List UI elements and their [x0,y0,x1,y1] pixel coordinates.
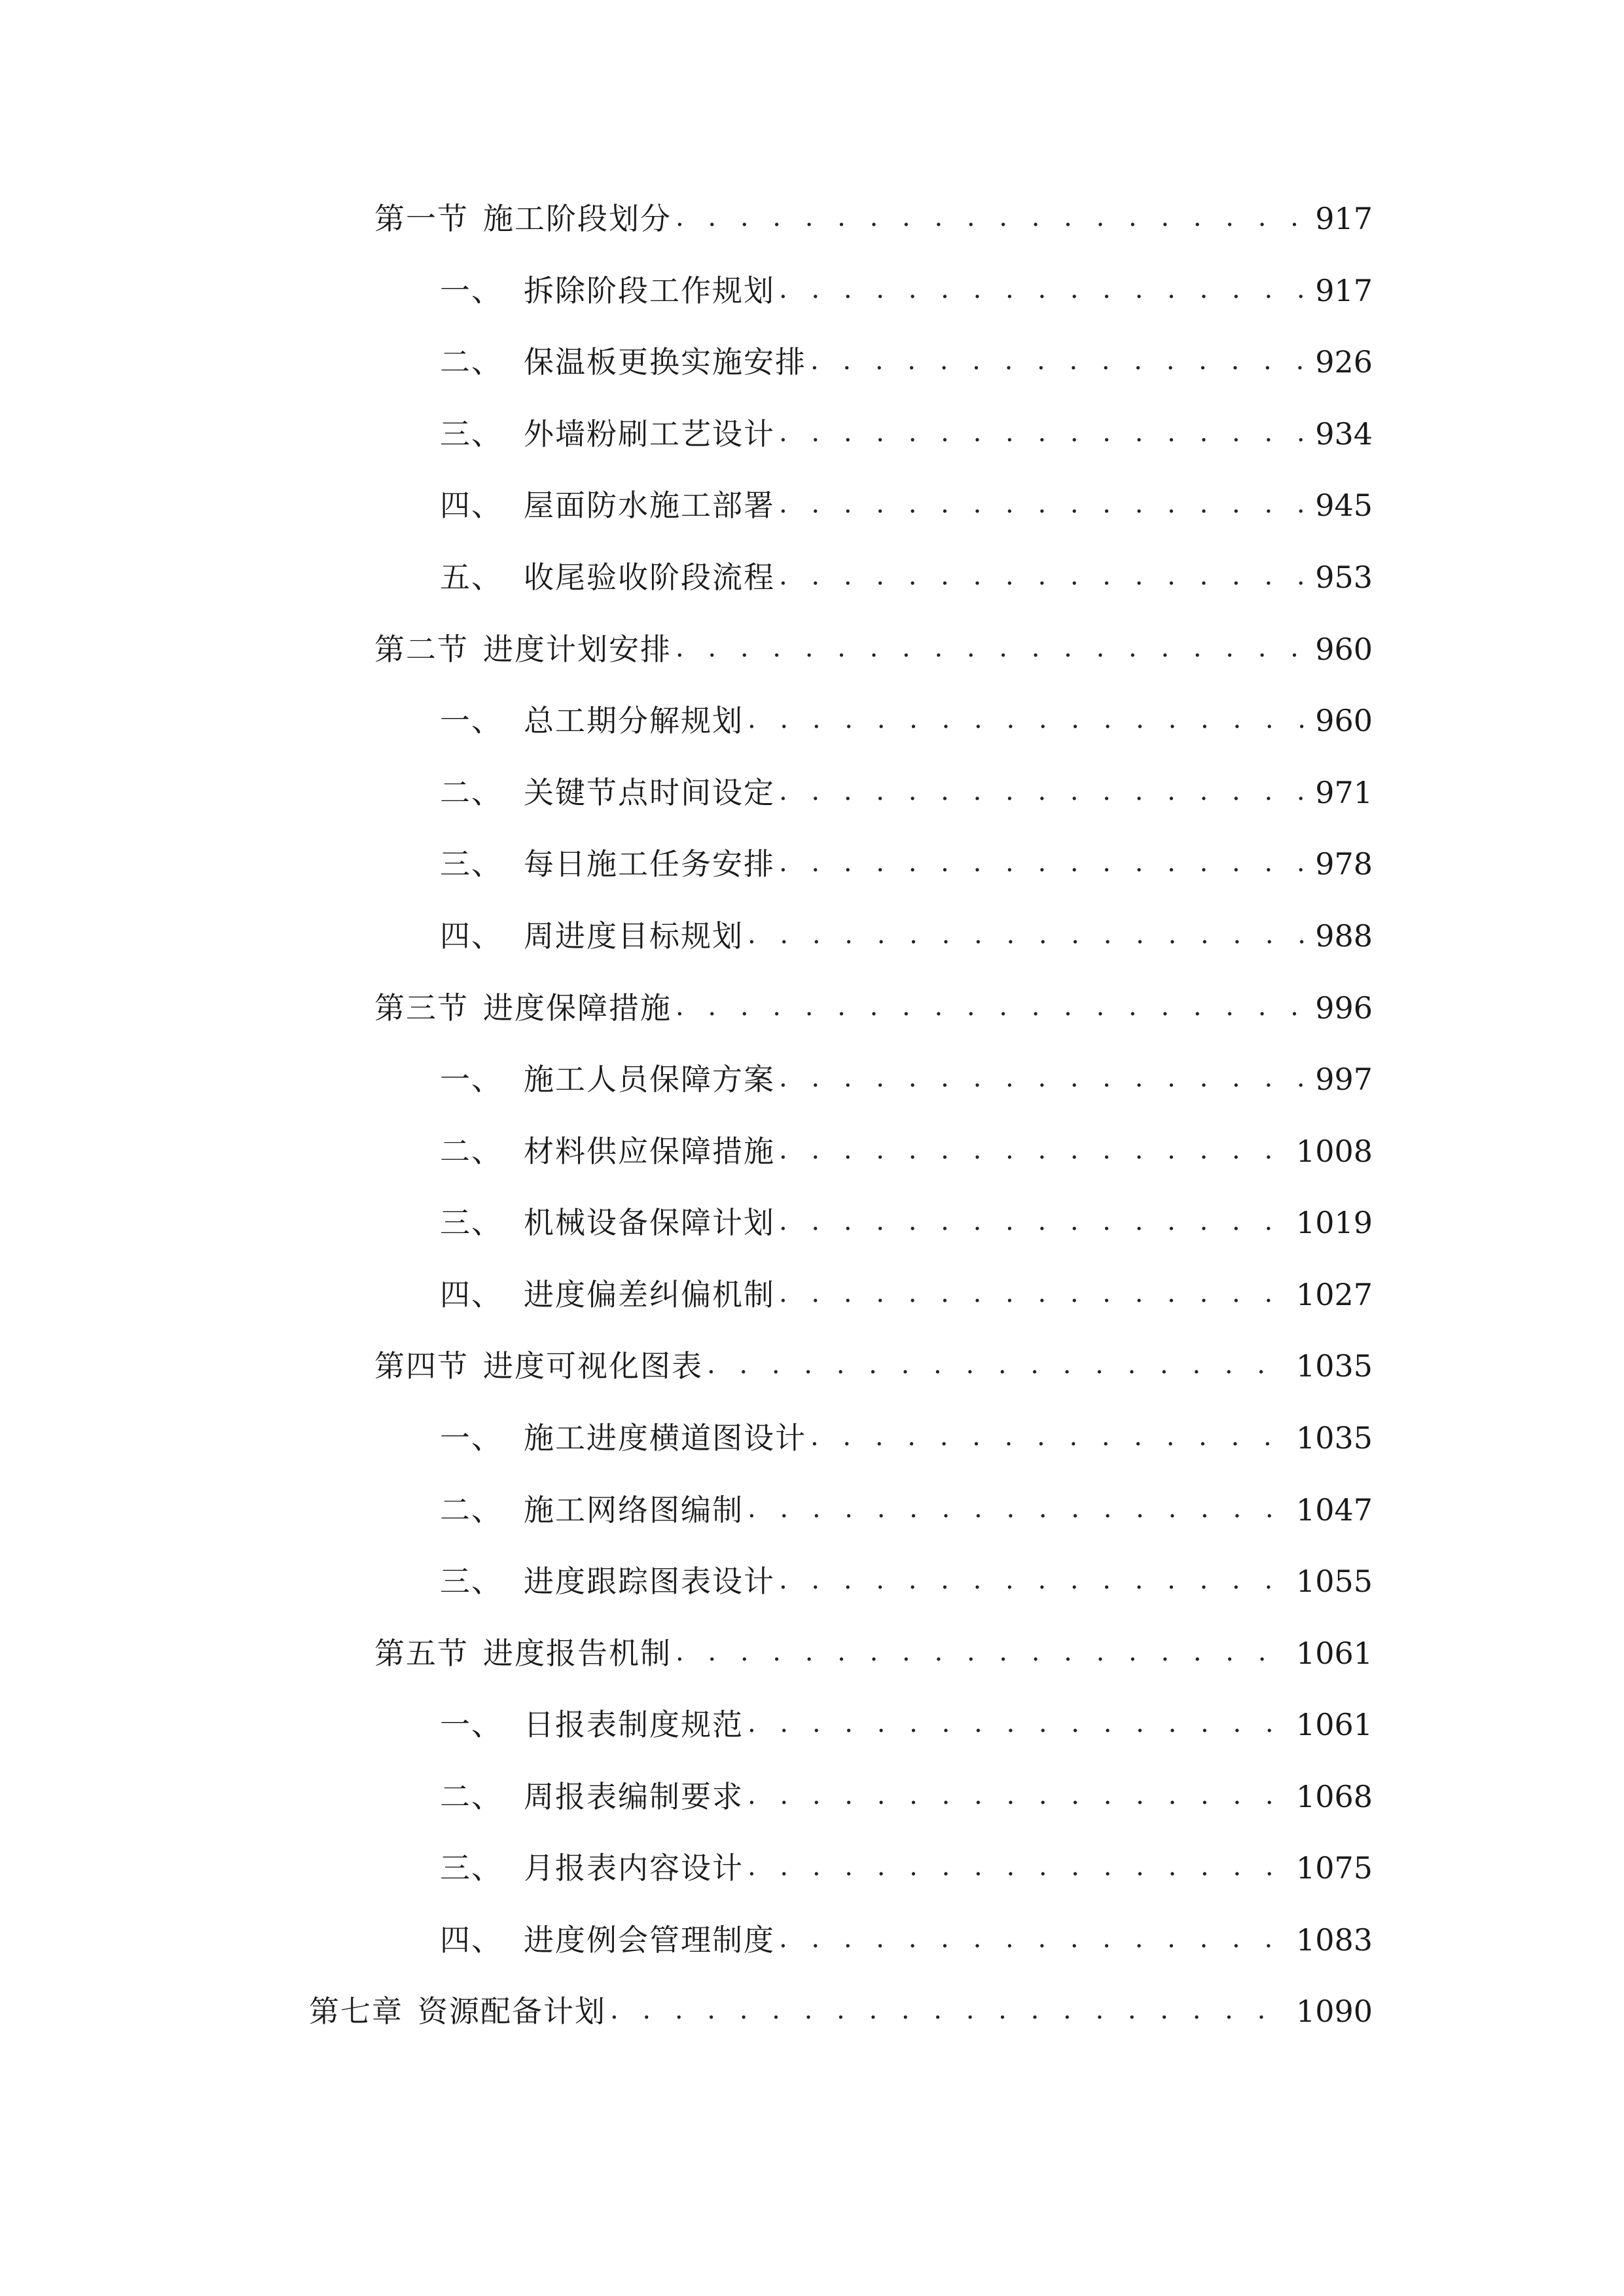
toc-entry[interactable] [440,910,1373,962]
toc-entry[interactable] [440,766,1373,819]
dot-leader [779,276,1308,302]
toc-entry[interactable] [440,838,1373,890]
toc-entry-title: 进度跟踪图表设计 [524,1564,775,1599]
toc-entry-page: 1061 [1295,1636,1373,1671]
toc-entry-title: 进度偏差纠偏机制 [524,1277,775,1312]
toc-entry-title: 收尾验收阶段流程 [524,560,775,595]
toc-entry-page: 953 [1315,560,1373,595]
toc-entry-page: 1008 [1295,1134,1373,1169]
toc-entry-prefix: 三、 [440,1205,503,1240]
toc-entry-prefix: 三、 [440,416,503,452]
dot-leader [779,563,1308,589]
toc-entry-prefix: 一、 [440,1420,503,1456]
toc-entry-title: 总工期分解规划 [524,703,744,738]
toc-entry-prefix: 五、 [440,560,503,595]
toc-entry[interactable] [440,1412,1373,1464]
toc-entry[interactable] [440,1268,1373,1321]
dot-leader [779,778,1308,804]
toc-entry-page: 917 [1315,273,1373,308]
toc-entry-prefix: 第五节 [374,1636,469,1671]
toc-entry[interactable] [440,408,1373,460]
toc-entry-page: 960 [1315,703,1373,738]
toc-entry-page: 1027 [1295,1277,1373,1312]
toc-entry-prefix: 第一节 [374,201,469,236]
dot-leader [779,1926,1290,1952]
toc-entry-page: 1055 [1295,1564,1373,1599]
dot-leader [779,1065,1308,1091]
toc-entry[interactable] [374,982,1373,1034]
toc-entry-title: 进度报告机制 [483,1636,672,1671]
toc-entry[interactable] [440,1053,1373,1105]
dot-leader [748,706,1308,732]
toc-entry[interactable] [374,1627,1373,1679]
toc-entry[interactable] [440,694,1373,747]
toc-entry-prefix: 第七章 [309,1994,403,2029]
toc-entry-prefix: 三、 [440,1850,503,1886]
dot-leader [779,1208,1290,1234]
toc-entry[interactable] [440,1484,1373,1536]
toc-entry[interactable] [440,1842,1373,1894]
toc-entry-title: 施工阶段划分 [483,201,672,236]
toc-entry-title: 关键节点时间设定 [524,775,775,810]
toc-entry-page: 971 [1315,775,1373,810]
toc-entry[interactable] [309,1985,1373,2037]
toc-entry-page: 978 [1315,846,1373,882]
toc-entry-prefix: 二、 [440,1779,503,1814]
dot-leader [779,491,1308,517]
toc-entry[interactable] [440,1770,1373,1823]
dot-leader [810,1424,1290,1450]
toc-entry-title: 拆除阶段工作规划 [524,273,775,308]
toc-entry-prefix: 四、 [440,1277,503,1312]
toc-entry-page: 996 [1315,990,1373,1026]
toc-entry-prefix: 第二节 [374,632,469,667]
toc-entry-page: 945 [1315,488,1373,523]
dot-leader [676,1639,1290,1665]
toc-entry-title: 施工网络图编制 [524,1492,744,1528]
dot-leader [707,1352,1290,1378]
toc-entry[interactable] [374,1340,1373,1392]
toc-entry-page: 1019 [1295,1205,1373,1240]
toc-entry-prefix: 第三节 [374,990,469,1026]
toc-entry-page: 997 [1315,1062,1373,1097]
toc-entry-title: 资源配备计划 [418,1994,606,2029]
toc-entry-page: 926 [1315,344,1373,380]
toc-entry-page: 960 [1315,632,1373,667]
toc-entry[interactable] [374,623,1373,675]
dot-leader [676,635,1308,661]
dot-leader [748,1854,1290,1880]
toc-entry[interactable] [440,1698,1373,1751]
dot-leader [748,1782,1290,1808]
toc-entry-title: 外墙粉刷工艺设计 [524,416,775,452]
toc-entry-title: 每日施工任务安排 [524,846,775,882]
toc-entry-prefix: 三、 [440,1564,503,1599]
dot-leader [810,348,1308,374]
toc-entry-title: 进度保障措施 [483,990,672,1026]
dot-leader [748,922,1308,948]
toc-entry[interactable] [440,264,1373,317]
toc-entry-title: 周进度目标规划 [524,918,744,954]
toc-entry-prefix: 一、 [440,273,503,308]
toc-entry[interactable] [440,479,1373,531]
dot-leader [610,1997,1290,2023]
toc-entry[interactable] [440,336,1373,388]
toc-entry-prefix: 一、 [440,703,503,738]
toc-entry-page: 1090 [1295,1994,1373,2029]
dot-leader [779,1567,1290,1593]
dot-leader [748,1710,1290,1736]
toc-entry-title: 日报表制度规范 [524,1707,744,1742]
toc-entry-page: 1061 [1295,1707,1373,1742]
toc-entry-page: 934 [1315,416,1373,452]
toc-entry-prefix: 四、 [440,488,503,523]
toc-entry-page: 1083 [1295,1922,1373,1958]
toc-entry[interactable] [440,1555,1373,1607]
toc-entry[interactable] [374,192,1373,245]
toc-entry[interactable] [440,1914,1373,1966]
toc-entry-title: 月报表内容设计 [524,1850,744,1886]
toc-entry-prefix: 一、 [440,1062,503,1097]
toc-entry-prefix: 一、 [440,1707,503,1742]
toc-entry-title: 机械设备保障计划 [524,1205,775,1240]
toc-entry-prefix: 二、 [440,1134,503,1169]
toc-entry[interactable] [440,1125,1373,1177]
toc-entry[interactable] [440,1196,1373,1249]
dot-leader [779,1280,1290,1306]
toc-entry-title: 进度计划安排 [483,632,672,667]
toc-entry-title: 材料供应保障措施 [524,1134,775,1169]
toc-entry-page: 917 [1315,201,1373,236]
toc-entry-prefix: 二、 [440,1492,503,1528]
toc-entry-title: 保温板更换实施安排 [524,344,806,380]
toc-entry-page: 988 [1315,918,1373,954]
toc-entry-prefix: 二、 [440,775,503,810]
toc-entry-title: 施工进度横道图设计 [524,1420,806,1456]
dot-leader [779,420,1308,446]
dot-leader [748,1496,1290,1522]
toc-entry-title: 屋面防水施工部署 [524,488,775,523]
toc-entry-page: 1075 [1295,1850,1373,1886]
toc-entry-page: 1047 [1295,1492,1373,1528]
toc-entry-prefix: 四、 [440,1922,503,1958]
toc-entry-page: 1068 [1295,1779,1373,1814]
toc-entry-prefix: 三、 [440,846,503,882]
dot-leader [676,204,1308,230]
toc-entry-title: 周报表编制要求 [524,1779,744,1814]
toc-entry-prefix: 四、 [440,918,503,954]
dot-leader [676,994,1308,1020]
toc-entry-title: 进度可视化图表 [483,1348,703,1384]
toc-entry-page: 1035 [1295,1348,1373,1384]
dot-leader [779,850,1308,876]
toc-entry-prefix: 第四节 [374,1348,469,1384]
toc-entry-title: 进度例会管理制度 [524,1922,775,1958]
toc-entry[interactable] [440,551,1373,603]
toc-entry-page: 1035 [1295,1420,1373,1456]
toc-entry-prefix: 二、 [440,344,503,380]
dot-leader [779,1137,1290,1163]
toc-entry-title: 施工人员保障方案 [524,1062,775,1097]
